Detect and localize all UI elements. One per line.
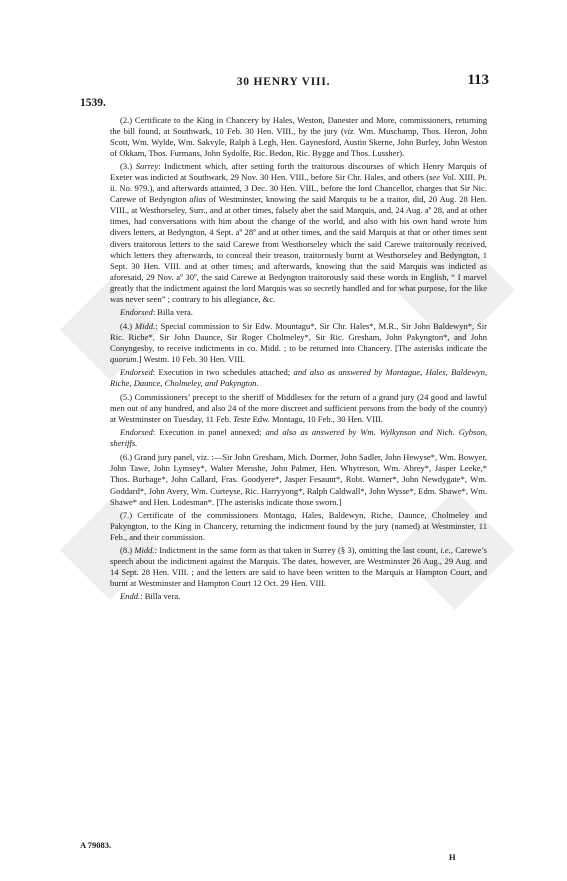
endorsement-e5 <box>110 427 487 449</box>
text-run: (2.) Certificate to the King in Chancery by Hales, Weston, Danester and More, commissioners, returning the bill found, at Southwark, 10 Feb. 30 Hen. VIII., by the jury ( <box>110 115 487 137</box>
text-run: Teste <box>233 414 251 425</box>
text-run: Midd. <box>135 320 156 331</box>
text-run: : Special commission to Sir Edw. Mountagu*, Sir Chr. Hales*, M.R., Sir John Baldewyn*, Sir Ric. Riche*, Sir John Daunce, Sir Roger Cholmeley*, Sir Ric. Gresham, John Pakyngton*, and John Conyngesby, to receive indictments in co. Midd. ; to be returned into Chancery. [The asterisks indicate the <box>110 320 488 353</box>
text-run: : Execution in panel annexed; <box>152 427 266 438</box>
text-run: see <box>429 172 441 183</box>
text-run: of Westminster, knowing the said Marquis to be a traitor, did, 20 Aug. 28 Hen. VIII., at Westhorseley, Surr., and at other times, falsely abet the said Marquis, and, 24 Aug. aº 28, and at other times, had conversations with him about the change of the world, and also with his own hand wrote him divers letters, at Bedyngton, 4 Sept. aº 28º and at other times, and the said Marquis at that or other times sent divers traitorous letters to the said Carewe from Westhorseley which the said Carewe traitorously received, which letters they afterwards, to conceal their treason, traitorously burnt at Westhorseley and Bedyngton, 1 Sept. 30 Hen. VIII. and at other times; and afterwards, knowing that the said Marquis was indicted as aforesaid, 29 Nov. aº 30º, the said Carewe at Bedyngton traitorously said these words in English, “ I marvel greatly that the indictment against the lord Marquis was so secretly handled and for what purpose, for the like was never seen” ; contrary to his allegiance, &c. <box>110 194 487 304</box>
text-run: : Execution in two schedules attached; <box>152 367 294 378</box>
endorsement-e4 <box>110 367 487 389</box>
text-run: (4.) <box>120 320 135 331</box>
text-run: (3.) <box>120 161 136 172</box>
text-run: : Indictment which, after setting forth the traitorous discourses of which Henry Marquis of Exeter was indicted at Southwark, 29 Nov. 30 Hen. VIII., before Sir Chr. Hales, and others ( <box>110 161 487 183</box>
running-head <box>0 72 567 94</box>
paragraph-p5 <box>110 392 487 425</box>
text-run: (6.) Grand jury panel, viz. :—Sir John Gresham, Mich. Dormer, John Sadler, John Hewyse*, Wm. Bowyer, John Tawe, John Lymsey*, Walter Mersshe, John Palmer, Hen. Whytreson, Wm. Abrey*, Jasper Leeke,* Thos. Burbage*, John Callard, Fras. Goodyere*, Jasper Fesaunt*, Robt. Warner*, John Newdygate*, Wm. Goddard*, John Avery, Wm. Curteyse, Ric. Harryyong*, Ralph Caldwall*, John Wysse*, Edm. Shawe*, Wm. Shawe* and Hen. Lodesman*. [The asterisks indicate those sworn.] <box>110 452 487 507</box>
text-run: : Indictment in the same form as that taken in Surrey (§ 3), omitting the last count, <box>154 544 441 555</box>
text-run: Vol. XIII. Pt. ii. No. 979.), and afterwards attainted, 3 Dec. 30 Hen. VIII., before the lord Chancellor, charges that Sir Nic. Carewe of Bedyngton <box>110 172 487 205</box>
text-run: Midd. <box>134 544 155 555</box>
endorsement-e8 <box>110 591 487 602</box>
paragraph-p8 <box>110 545 487 589</box>
printer-mark: A 79083. <box>80 840 112 850</box>
text-run: quorum <box>110 353 137 364</box>
endorsement-e3 <box>110 307 487 318</box>
running-title: 30 HENRY VIII. <box>236 76 331 88</box>
document-body <box>110 115 487 605</box>
text-run: alias <box>189 194 206 205</box>
paragraph-p4 <box>110 321 487 365</box>
text-run: Edw. Montagu, 10 Feb., 30 Hen. VIII. <box>250 414 383 425</box>
text-run: Endorsed <box>120 367 153 378</box>
text-run: Wm. Muschamp, Thos. Heron, John Scott, Wm. Wylde, Wm. Sakvyle, Ralph à Legh, Hen. Gaynesford, Austin Skerne, John Burley, John Weston of Okkam, Thos. Furmans, John Sydolfe, Ric. Bedon, Ric. Bygge and Thos. Lussher). <box>110 126 488 159</box>
text-run: : Billa vera. <box>152 306 193 317</box>
text-run: , Carewe’s speech about the indictment against the Marquis. The dates, however, are Westminster 26 Aug., 29 Aug. and 14 Sept. 28 Hen. VIII. ; and the letters are said to have been written to the Marquis at Hampton Court, and burnt at Westminster and Hampton Court 12 Oct. 29 Hen. VIII. <box>110 544 487 588</box>
paragraph-p7 <box>110 510 487 543</box>
text-run: and also as answered by Montague, Hales, Baldewyn, Riche, Daunce, Cholmeley, and Pakyngton. <box>110 367 488 389</box>
paragraph-p6 <box>110 452 487 507</box>
page-number: 113 <box>467 72 489 88</box>
text-run: viz. <box>343 126 356 137</box>
text-run: Surrey <box>135 161 159 172</box>
paragraph-p2 <box>110 115 487 159</box>
text-run: : Billa vera. <box>140 590 181 601</box>
text-run: (7.) Certificate of the commissioners Montagu, Hales, Baldewyn, Riche, Daunce, Cholmeley and Pakyngton, to the King in Chancery, returning the indictment found by the jury (named) at Westminster, 11 Feb., and their commission. <box>110 509 487 542</box>
paragraph-p3 <box>110 161 487 305</box>
text-run: i.e. <box>440 544 451 555</box>
text-run: .] Westm. 10 Feb. 30 Hen. VIII. <box>136 353 246 364</box>
year-marker: 1539. <box>80 97 106 109</box>
text-run: Endorsed <box>120 427 153 438</box>
text-run: (8.) <box>120 544 135 555</box>
text-run: Endorsed <box>120 306 153 317</box>
text-run: Endd. <box>120 590 141 601</box>
text-run: (5.) Commissioners’ precept to the sheriff of Middlesex for the return of a grand jury (24 good and lawful men out of any hundred, and also 24 of the more discreet and sufficient persons from the body of the county) at Westminster on Tuesday, 11 Feb. <box>110 392 487 425</box>
signature-mark: H <box>449 852 456 862</box>
text-run: and also as answered by Wm. Wylkynson and Nich. Gybson, sheriffs. <box>110 427 488 449</box>
